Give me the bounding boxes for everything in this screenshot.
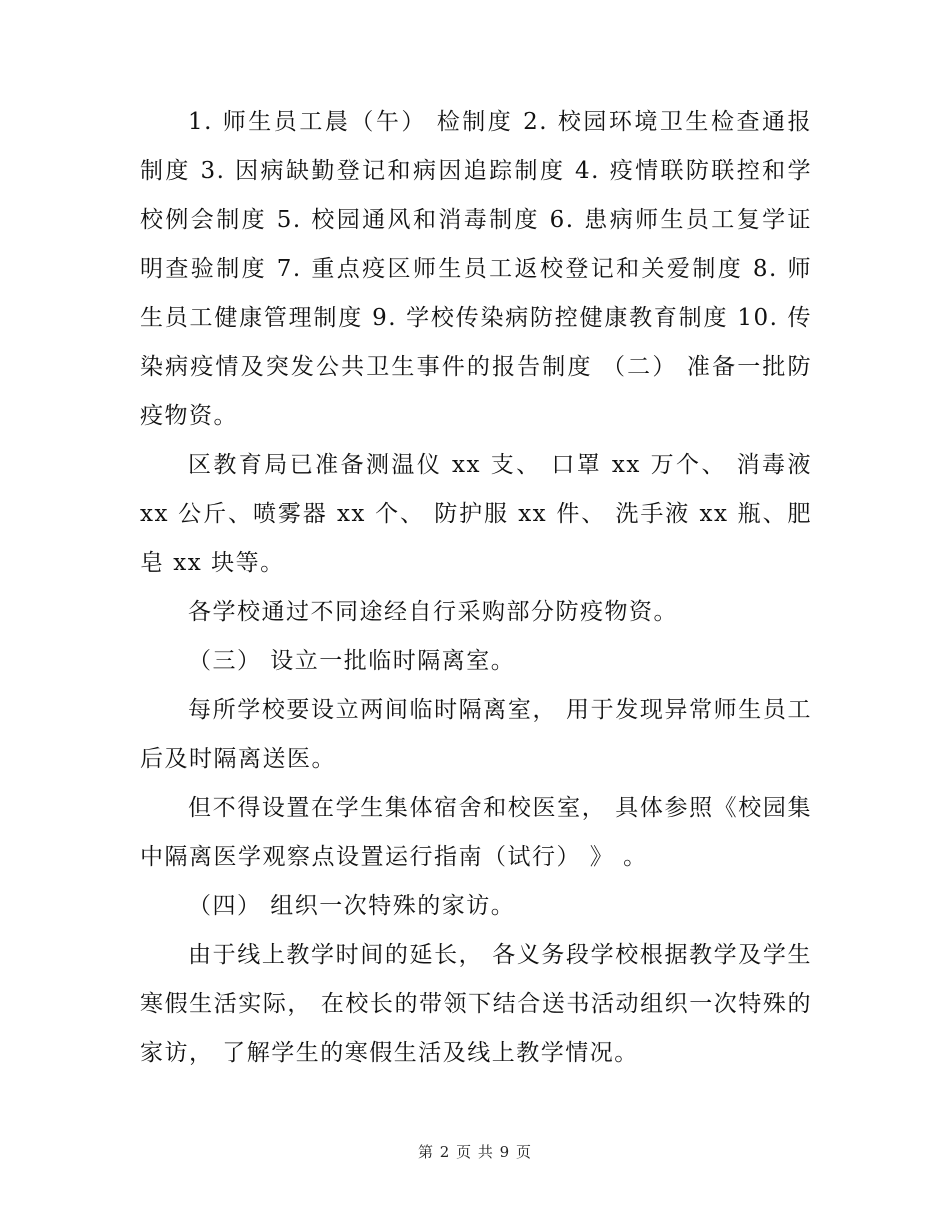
paragraph-isolation-guidelines: 但不得设置在学生集体宿舍和校医室， 具体参照《校园集中隔离医学观察点设置运行指南（试行） 》 。 [140,795,812,870]
paragraph-home-visit: 由于线上教学时间的延长， 各义务段学校根据教学及学生寒假生活实际， 在校长的带领下结合送书活动组织一次特殊的家访， 了解学生的寒假生活及线上教学情况。 [140,942,812,1066]
page-number-footer: 第 2 页 共 9 页 [418,1143,532,1161]
paragraph-inspection-systems: 1. 师生员工晨（午） 检制度 2. 校园环境卫生检查通报制度 3. 因病缺勤登记和病因追踪制度 4. 疫情联防联控和学校例会制度 5. 校园通风和消毒制度 6. 患病师生员工复学证明查验制度 7. 重点疫区师生员工返校登记和关爱制度 8. 师生员工健康管理制度 9. 学校传染病防控健康教育制度 10. 传染病疫情及突发公共卫生事件的报告制度 （二） 准备一批防疫物资。 [140,109,812,429]
paragraph-isolation-rooms: 每所学校要设立两间临时隔离室， 用于发现异常师生员工后及时隔离送医。 [140,697,812,772]
paragraph-supplies-list: 区教育局已准备测温仪 xx 支、 口罩 xx 万个、 消毒液 xx 公斤、喷雾器 xx 个、 防护服 xx 件、 洗手液 xx 瓶、肥皂 xx 块等。 [140,452,812,576]
heading-isolation-rooms: （三） 设立一批临时隔离室。 [188,648,516,674]
paragraph-self-procurement: 各学校通过不同途经自行采购部分防疫物资。 [188,599,678,625]
document-body [140,98,812,1078]
heading-home-visit: （四） 组织一次特殊的家访。 [188,893,516,919]
